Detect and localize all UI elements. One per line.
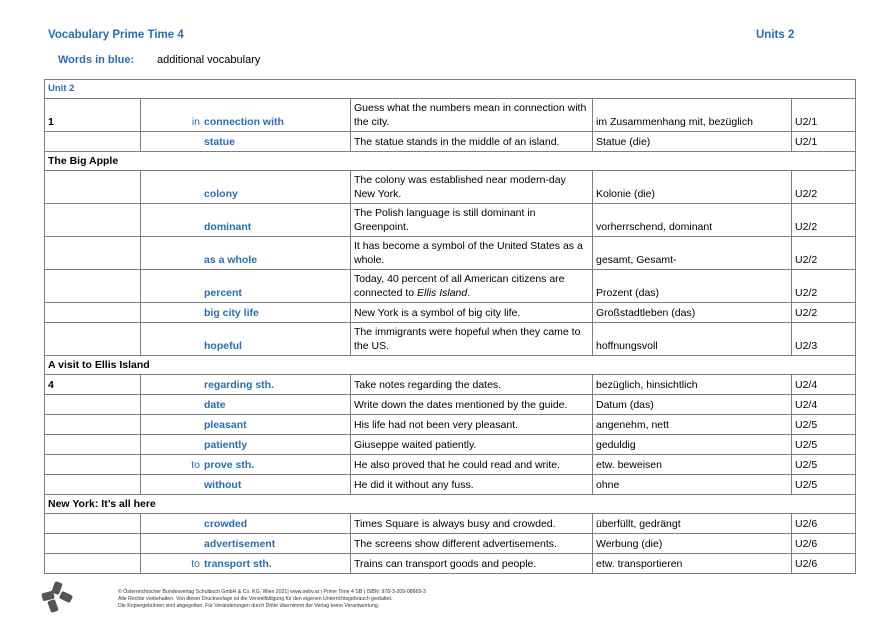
english-word <box>141 323 351 356</box>
example-text: He also proved that he could read and write. <box>354 459 561 471</box>
word-text: regarding sth. <box>204 379 275 391</box>
german-translation: geduldig <box>593 435 792 455</box>
example-text: His life had not been very pleasant. <box>354 419 519 431</box>
german-translation: angenehm, nett <box>593 415 792 435</box>
example-text: The statue stands in the middle of an island. <box>354 136 560 148</box>
example-sentence <box>351 204 593 237</box>
german-translation: Statue (die) <box>593 132 792 152</box>
english-word <box>141 514 351 534</box>
german-translation: überfüllt, gedrängt <box>593 514 792 534</box>
exercise-number <box>45 514 141 534</box>
word-text: colony <box>204 188 238 200</box>
exercise-number <box>45 475 141 495</box>
german-translation: Kolonie (die) <box>593 171 792 204</box>
page-reference: U2/6 <box>792 534 856 554</box>
english-word <box>141 475 351 495</box>
example-sentence <box>351 323 593 356</box>
table-row <box>45 171 856 204</box>
section-heading: A visit to Ellis Island <box>45 356 856 375</box>
exercise-number <box>45 395 141 415</box>
example-text: Times Square is always busy and crowded. <box>354 518 556 530</box>
english-word <box>141 534 351 554</box>
page-reference: U2/4 <box>792 395 856 415</box>
german-translation: ohne <box>593 475 792 495</box>
word-text: statue <box>204 136 235 148</box>
german-translation: Werbung (die) <box>593 534 792 554</box>
table-row <box>45 204 856 237</box>
table-row <box>45 455 856 475</box>
example-sentence <box>351 270 593 303</box>
example-text: The colony was established near modern-day New York. <box>354 174 566 200</box>
exercise-number <box>45 415 141 435</box>
example-sentence <box>351 475 593 495</box>
word-text: date <box>204 399 226 411</box>
legend-description: additional vocabulary <box>157 54 261 66</box>
exercise-number <box>45 455 141 475</box>
english-word <box>141 99 351 132</box>
page-reference: U2/2 <box>792 204 856 237</box>
legend-key: Words in blue: <box>58 54 135 66</box>
english-word <box>141 237 351 270</box>
example-text: Write down the dates mentioned by the guide. <box>354 399 568 411</box>
german-translation: im Zusammenhang mit, bezüglich <box>593 99 792 132</box>
table-row <box>45 99 856 132</box>
word-text: without <box>204 479 242 491</box>
exercise-number <box>45 554 141 574</box>
publisher-logo-icon <box>40 580 74 614</box>
example-sentence <box>351 395 593 415</box>
page-reference: U2/5 <box>792 415 856 435</box>
page-reference: U2/2 <box>792 237 856 270</box>
english-word <box>141 270 351 303</box>
table-row <box>45 237 856 270</box>
word-text: as a whole <box>204 254 258 266</box>
exercise-number <box>45 534 141 554</box>
english-word <box>141 204 351 237</box>
section-heading: The Big Apple <box>45 152 856 171</box>
page-reference: U2/1 <box>792 99 856 132</box>
example-text: The screens show different advertisements. <box>354 538 557 550</box>
example-italic: Ellis Island <box>417 287 468 299</box>
word-text: advertisement <box>204 538 276 550</box>
exercise-number <box>45 270 141 303</box>
example-sentence <box>351 237 593 270</box>
example-sentence <box>351 375 593 395</box>
example-sentence <box>351 99 593 132</box>
english-word <box>141 171 351 204</box>
exercise-number <box>45 132 141 152</box>
example-text: The Polish language is still dominant in Greenpoint. <box>354 207 536 233</box>
example-text: Guess what the numbers mean in connection with the city. <box>354 102 587 128</box>
example-text: It has become a symbol of the United States as a whole. <box>354 240 583 266</box>
word-text: big city life <box>204 307 259 319</box>
example-sentence <box>351 514 593 534</box>
page-reference: U2/2 <box>792 270 856 303</box>
table-row <box>45 435 856 455</box>
exercise-number <box>45 435 141 455</box>
english-word <box>141 435 351 455</box>
page-reference: U2/5 <box>792 455 856 475</box>
table-unit-heading: Unit 2 <box>45 80 856 99</box>
table-row <box>45 475 856 495</box>
exercise-number: 1 <box>45 99 141 132</box>
english-word <box>141 455 351 475</box>
example-sentence <box>351 303 593 323</box>
example-text: He did it without any fuss. <box>354 479 474 491</box>
german-translation: etw. beweisen <box>593 455 792 475</box>
exercise-number: 4 <box>45 375 141 395</box>
example-text: Today, 40 percent of all American citizens are connected to <box>354 273 565 299</box>
page-reference: U2/1 <box>792 132 856 152</box>
copyright-footer <box>118 589 426 610</box>
english-word <box>141 415 351 435</box>
example-sentence <box>351 554 593 574</box>
word-text: connection with <box>204 116 284 128</box>
example-text: New York is a symbol of big city life. <box>354 307 521 319</box>
word-prefix: to <box>191 558 200 570</box>
word-text: patiently <box>204 439 248 451</box>
table-row <box>45 415 856 435</box>
exercise-number <box>45 171 141 204</box>
example-sentence <box>351 132 593 152</box>
exercise-number <box>45 303 141 323</box>
table-row <box>45 132 856 152</box>
german-translation: bezüglich, hinsichtlich <box>593 375 792 395</box>
table-row <box>45 554 856 574</box>
german-translation: gesamt, Gesamt- <box>593 237 792 270</box>
english-word <box>141 303 351 323</box>
english-word <box>141 395 351 415</box>
german-translation: Datum (das) <box>593 395 792 415</box>
table-row <box>45 514 856 534</box>
word-text: hopeful <box>204 340 242 352</box>
table-row <box>45 375 856 395</box>
page-reference: U2/5 <box>792 475 856 495</box>
page-reference: U2/6 <box>792 514 856 534</box>
word-prefix: to <box>191 459 200 471</box>
page-reference: U2/2 <box>792 171 856 204</box>
example-sentence <box>351 435 593 455</box>
example-text: Take notes regarding the dates. <box>354 379 502 391</box>
example-sentence <box>351 455 593 475</box>
vocabulary-table <box>44 79 856 574</box>
example-text: Trains can transport goods and people. <box>354 558 537 570</box>
example-sentence <box>351 171 593 204</box>
word-prefix: in <box>191 116 200 128</box>
example-text: Giuseppe waited patiently. <box>354 439 477 451</box>
table-row <box>45 303 856 323</box>
german-translation: hoffnungsvoll <box>593 323 792 356</box>
page-reference: U2/6 <box>792 554 856 574</box>
page-reference: U2/3 <box>792 323 856 356</box>
document-title: Vocabulary Prime Time 4 <box>48 29 184 41</box>
german-translation: vorherrschend, dominant <box>593 204 792 237</box>
example-sentence <box>351 415 593 435</box>
exercise-number <box>45 204 141 237</box>
example-text: The immigrants were hopeful when they came to the US. <box>354 326 581 352</box>
word-text: crowded <box>204 518 248 530</box>
german-translation: Großstadtleben (das) <box>593 303 792 323</box>
table-row <box>45 395 856 415</box>
table-row <box>45 270 856 303</box>
table-row <box>45 323 856 356</box>
logo-text: öbv <box>58 603 71 612</box>
page-reference: U2/2 <box>792 303 856 323</box>
page-reference: U2/4 <box>792 375 856 395</box>
footer-line: Die Kopiergebühren sind abgegolten. Für Veränderungen durch Dritte übernimmt der Verlag keine Verantwortung. <box>118 603 380 609</box>
word-text: transport sth. <box>204 558 272 570</box>
page-reference: U2/5 <box>792 435 856 455</box>
exercise-number <box>45 323 141 356</box>
english-word <box>141 375 351 395</box>
section-heading: New York: It’s all here <box>45 495 856 514</box>
word-text: percent <box>204 287 242 299</box>
word-text: pleasant <box>204 419 247 431</box>
english-word <box>141 554 351 574</box>
word-text: prove sth. <box>204 459 255 471</box>
example-sentence <box>351 534 593 554</box>
german-translation: etw. transportieren <box>593 554 792 574</box>
word-text: dominant <box>204 221 252 233</box>
footer-line: © Österreichischer Bundesverlag Schulbuch GmbH & Co. KG, Wien 2021| www.oebv.at | Prime Time 4 SB | ISBN: 978-3-209-08669-3 <box>118 589 426 595</box>
unit-label: Units 2 <box>756 29 795 41</box>
footer-line: Alle Rechte vorbehalten. Von dieser Druckvorlage ist die Vervielfältigung für den eigenen Unterrichtsgebrauch gestattet. <box>118 596 393 602</box>
table-row <box>45 534 856 554</box>
english-word <box>141 132 351 152</box>
example-end: . <box>467 287 471 299</box>
exercise-number <box>45 237 141 270</box>
german-translation: Prozent (das) <box>593 270 792 303</box>
